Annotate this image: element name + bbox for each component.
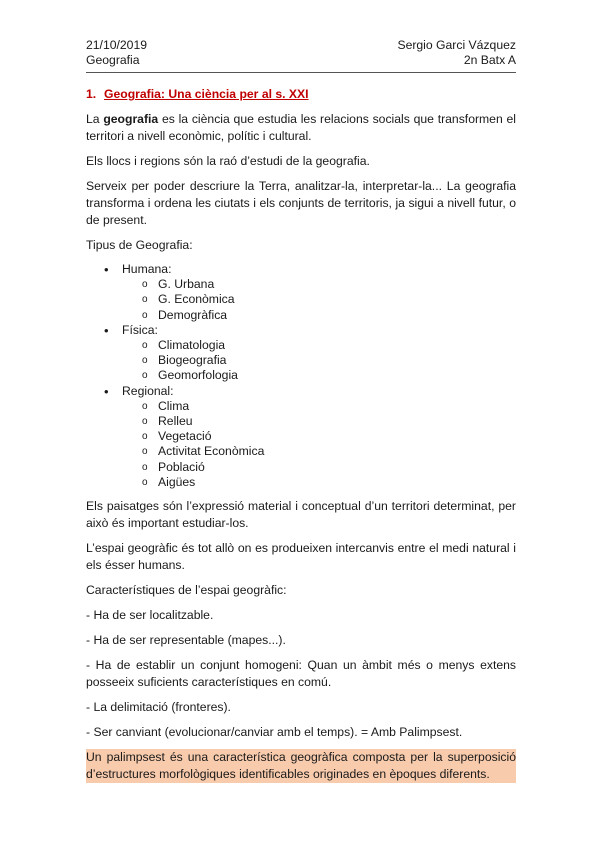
type-item-fisica (86, 323, 516, 384)
paragraph-purpose: Serveix per poder descriure la Terra, analitzar-la, interpretar-la... La geografia transforma i ordena les ciutats i els conjunts de territoris, ja sigui a nivell futur, o de present. (86, 179, 516, 227)
page-header (86, 38, 516, 68)
characteristics-intro: Característiques de l’espai geogràfic: (86, 583, 287, 598)
characteristic-item: - Ha de establir un conjunt homogeni: Quan un àmbit més o menys extens posseeix suficients característiques en comú. (86, 658, 516, 690)
subtype-list (122, 399, 516, 490)
definition-pre: La (86, 112, 104, 126)
types-intro: Tipus de Geografia: (86, 238, 193, 252)
definition-term: geografia (103, 112, 159, 126)
subtype-item: o Relleu (122, 414, 516, 429)
section-heading (86, 86, 516, 103)
document-body (86, 86, 516, 791)
type-item-regional (86, 384, 516, 490)
subtype-list (122, 338, 516, 384)
header-subject: Geografia (86, 53, 140, 67)
subtype-item: o Climatologia (122, 338, 516, 353)
subtype-item: o Vegetació (122, 429, 516, 444)
palimpsest-highlight: Un palimpsest és una característica geogràfica composta per la superposició d’estructures morfològiques identificables originades en èpoques diferents. (86, 750, 516, 782)
section-title: Geografia: Una ciència per al s. XXI (104, 87, 309, 101)
header-class: 2n Batx A (463, 53, 516, 67)
subtype-item: o Geomorfologia (122, 368, 516, 383)
characteristic-item: - Ha de ser localitzable. (86, 608, 214, 623)
paragraph-geographic-space: L’espai geogràfic és tot allò on es produeixen intercanvis entre el medi natural i els ésser humans. (86, 541, 516, 573)
subtype-item: o Biogeografia (122, 353, 516, 368)
type-label: Regional: (122, 383, 174, 398)
header-left (86, 38, 147, 68)
type-label: Física: (122, 322, 158, 337)
type-label: Humana: (122, 262, 172, 276)
section-number: 1. (86, 87, 97, 101)
header-date: 21/10/2019 (86, 38, 147, 52)
geography-types-list (86, 262, 516, 490)
characteristic-item: - Ser canviant (evolucionar/canviar amb el temps). = Amb Palimpsest. (86, 725, 463, 740)
subtype-item: o Població (122, 460, 516, 475)
type-item-humana (86, 262, 516, 323)
characteristic-item: - La delimitació (fronteres). (86, 700, 231, 715)
characteristic-item: - Ha de ser representable (mapes...). (86, 633, 286, 648)
subtype-item: o G. Econòmica (122, 292, 516, 307)
subtype-item: o G. Urbana (122, 277, 516, 292)
header-author: Sergio Garci Vázquez (397, 38, 516, 52)
subtype-item: o Demogràfica (122, 308, 516, 323)
subtype-item: o Activitat Econòmica (122, 444, 516, 459)
paragraph-landscapes: Els paisatges són l’expressió material i conceptual d’un territori determinat, per això és important estudiar-los. (86, 499, 516, 531)
subtype-item: o Aigües (122, 475, 516, 490)
definition-post: es la ciència que estudia les relacions socials que transformen el territori a nivell econòmic, polític i cultural. (86, 112, 516, 143)
header-divider (86, 72, 516, 73)
subtype-list (122, 277, 516, 323)
subtype-item: o Clima (122, 399, 516, 414)
paragraph-places: Els llocs i regions són la raó d’estudi de la geografia. (86, 154, 370, 168)
definition-paragraph (86, 111, 516, 145)
header-right (397, 38, 516, 68)
